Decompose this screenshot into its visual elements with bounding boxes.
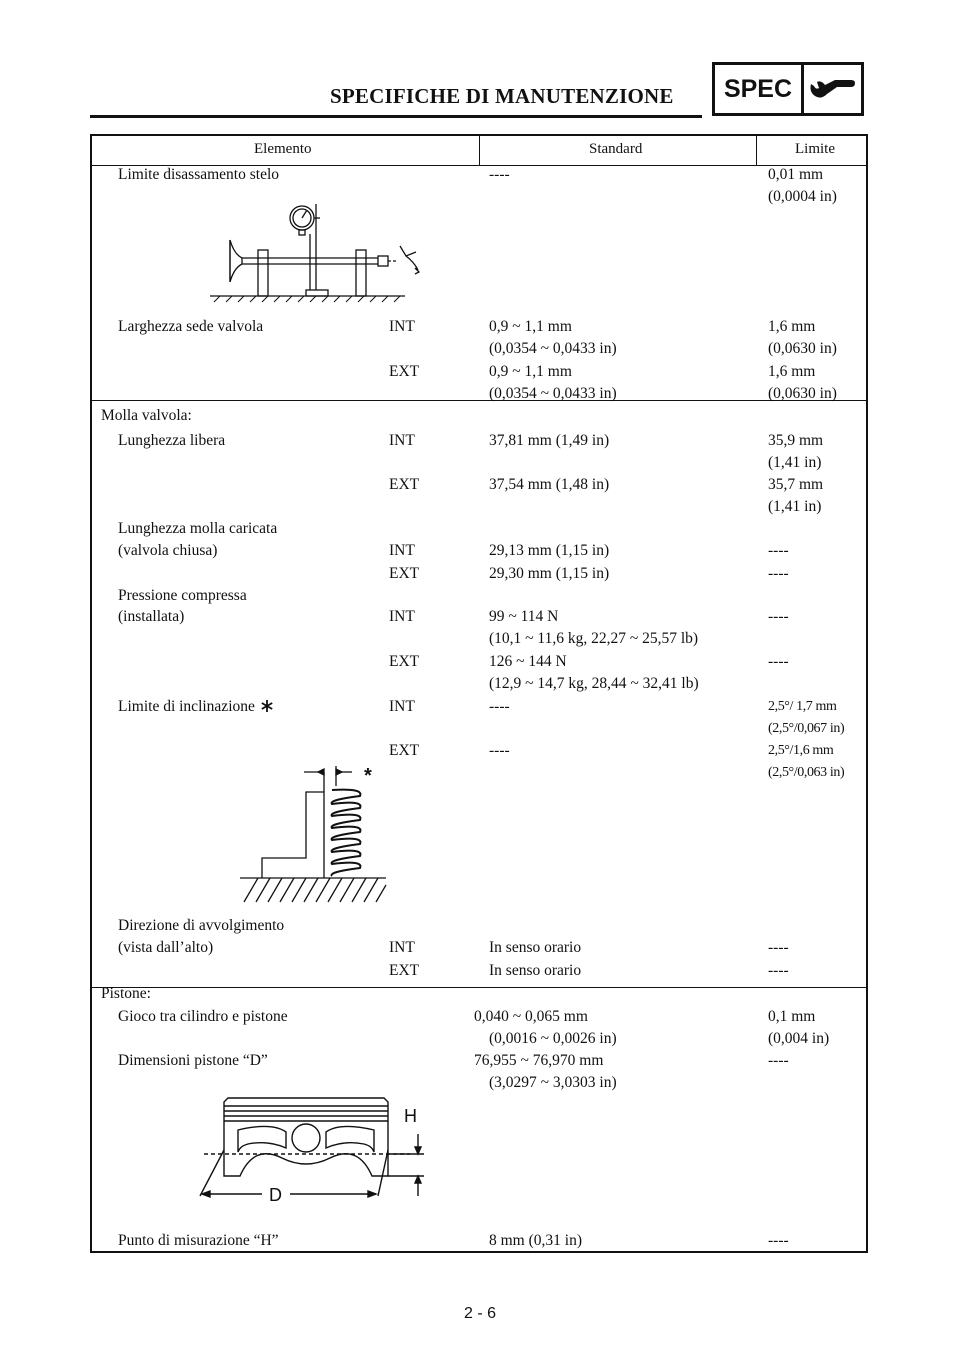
diagram-h-label: H bbox=[404, 1106, 417, 1126]
pressure-ext: EXT bbox=[389, 653, 420, 670]
loaded-ext-lim: ---- bbox=[768, 565, 789, 582]
pressure-int-std-2: (10,1 ~ 11,6 kg, 22,27 ~ 25,57 lb) bbox=[489, 630, 699, 647]
page-header bbox=[90, 60, 870, 126]
seat-int-lim-inch: (0,0630 in) bbox=[768, 340, 837, 357]
pressure-ext-lim: ---- bbox=[768, 653, 789, 670]
tilt-ext-lim-inch: (2,5°/0,063 in) bbox=[768, 765, 845, 780]
seat-label: Larghezza sede valvola bbox=[118, 318, 264, 335]
seat-int-std-inch: (0,0354 ~ 0,0433 in) bbox=[489, 340, 617, 357]
size-std: 76,955 ~ 76,970 mm bbox=[474, 1052, 604, 1069]
free-int-lim-inch: (1,41 in) bbox=[768, 454, 822, 471]
free-label: Lunghezza libera bbox=[118, 432, 226, 449]
spec-table bbox=[90, 134, 868, 1253]
tilt-label-text: Limite di inclinazione bbox=[118, 698, 255, 715]
winding-label: Direzione di avvolgimento bbox=[118, 917, 285, 934]
column-divider bbox=[756, 136, 757, 165]
clearance-std-inch: (0,0016 ~ 0,0026 in) bbox=[489, 1030, 617, 1047]
piston-title: Pistone: bbox=[101, 985, 151, 1002]
tilt-ext: EXT bbox=[389, 742, 420, 759]
tilt-int-std: ---- bbox=[489, 698, 510, 715]
free-ext-lim: 35,7 mm bbox=[768, 476, 824, 493]
pressure-int: INT bbox=[389, 608, 415, 625]
column-divider bbox=[479, 136, 480, 165]
tilt-int-lim-inch: (2,5°/0,067 in) bbox=[768, 721, 845, 736]
winding-int: INT bbox=[389, 939, 415, 956]
tilt-int-lim: 2,5°/ 1,7 mm bbox=[768, 699, 837, 714]
runout-limit: 0,01 mm bbox=[768, 166, 824, 183]
seat-ext-lim-inch: (0,0630 in) bbox=[768, 385, 837, 402]
seat-ext-lim: 1,6 mm bbox=[768, 363, 816, 380]
clearance-lim-inch: (0,004 in) bbox=[768, 1030, 830, 1047]
free-int-std: 37,81 mm (1,49 in) bbox=[489, 432, 610, 449]
header-standard: Standard bbox=[589, 141, 643, 157]
spring-tilt-diagram bbox=[240, 766, 390, 904]
clearance-label: Gioco tra cilindro e pistone bbox=[118, 1008, 288, 1025]
header-elemento: Elemento bbox=[254, 141, 312, 157]
pressure-ext-std-2: (12,9 ~ 14,7 kg, 28,44 ~ 32,41 lb) bbox=[489, 675, 699, 692]
loaded-int: INT bbox=[389, 542, 415, 559]
page-title: SPECIFICHE DI MANUTENZIONE bbox=[330, 84, 674, 108]
pressure-int-std: 99 ~ 114 N bbox=[489, 608, 559, 625]
point-lim: ---- bbox=[768, 1232, 789, 1249]
spec-badge bbox=[712, 62, 864, 116]
winding-int-lim: ---- bbox=[768, 939, 789, 956]
pressure-label-2: (installata) bbox=[118, 608, 185, 625]
tilt-int: INT bbox=[389, 698, 415, 715]
point-std: 8 mm (0,31 in) bbox=[489, 1232, 582, 1249]
valve-runout-diagram bbox=[210, 198, 430, 302]
winding-ext-lim: ---- bbox=[768, 962, 789, 979]
piston-diagram bbox=[198, 1090, 430, 1216]
seat-int-std: 0,9 ~ 1,1 mm bbox=[489, 318, 572, 335]
free-ext-std: 37,54 mm (1,48 in) bbox=[489, 476, 610, 493]
winding-int-std: In senso orario bbox=[489, 939, 582, 956]
page-number: 2 - 6 bbox=[463, 1305, 496, 1322]
runout-standard: ---- bbox=[489, 166, 510, 183]
winding-label-2: (vista dall’alto) bbox=[118, 939, 214, 956]
header-rule bbox=[90, 115, 702, 118]
free-ext-lim-inch: (1,41 in) bbox=[768, 498, 822, 515]
seat-ext-std: 0,9 ~ 1,1 mm bbox=[489, 363, 572, 380]
runout-label: Limite disassamento stelo bbox=[118, 166, 280, 183]
seat-ext: EXT bbox=[389, 363, 420, 380]
pressure-label: Pressione compressa bbox=[118, 587, 247, 604]
loaded-label: Lunghezza molla caricata bbox=[118, 520, 278, 537]
section-divider bbox=[92, 987, 866, 988]
loaded-ext: EXT bbox=[389, 565, 420, 582]
runout-limit-inch: (0,0004 in) bbox=[768, 188, 837, 205]
loaded-int-lim: ---- bbox=[768, 542, 789, 559]
section-divider bbox=[92, 400, 866, 401]
spec-label: SPEC bbox=[715, 65, 804, 113]
size-label: Dimensioni pistone “D” bbox=[118, 1052, 268, 1069]
header-limite: Limite bbox=[795, 141, 835, 157]
size-lim: ---- bbox=[768, 1052, 789, 1069]
free-ext: EXT bbox=[389, 476, 420, 493]
size-std-inch: (3,0297 ~ 3,0303 in) bbox=[489, 1074, 617, 1091]
winding-ext-std: In senso orario bbox=[489, 962, 582, 979]
loaded-label-2: (valvola chiusa) bbox=[118, 542, 218, 559]
pressure-int-lim: ---- bbox=[768, 608, 789, 625]
wrench-icon bbox=[804, 65, 861, 113]
clearance-lim: 0,1 mm bbox=[768, 1008, 816, 1025]
winding-ext: EXT bbox=[389, 962, 420, 979]
svg-text:*: * bbox=[364, 765, 372, 787]
loaded-int-std: 29,13 mm (1,15 in) bbox=[489, 542, 610, 559]
seat-ext-std-inch: (0,0354 ~ 0,0433 in) bbox=[489, 385, 617, 402]
tilt-ext-lim: 2,5°/1,6 mm bbox=[768, 743, 834, 758]
spring-title: Molla valvola: bbox=[101, 407, 192, 424]
clearance-std: 0,040 ~ 0,065 mm bbox=[474, 1008, 588, 1025]
asterisk-icon bbox=[261, 700, 273, 712]
seat-int: INT bbox=[389, 318, 415, 335]
point-label: Punto di misurazione “H” bbox=[118, 1232, 279, 1249]
loaded-ext-std: 29,30 mm (1,15 in) bbox=[489, 565, 610, 582]
tilt-ext-std: ---- bbox=[489, 742, 510, 759]
seat-int-lim: 1,6 mm bbox=[768, 318, 816, 335]
pressure-ext-std: 126 ~ 144 N bbox=[489, 653, 567, 670]
free-int: INT bbox=[389, 432, 415, 449]
tilt-label bbox=[118, 696, 271, 718]
diagram-d-label: D bbox=[269, 1185, 282, 1205]
free-int-lim: 35,9 mm bbox=[768, 432, 824, 449]
